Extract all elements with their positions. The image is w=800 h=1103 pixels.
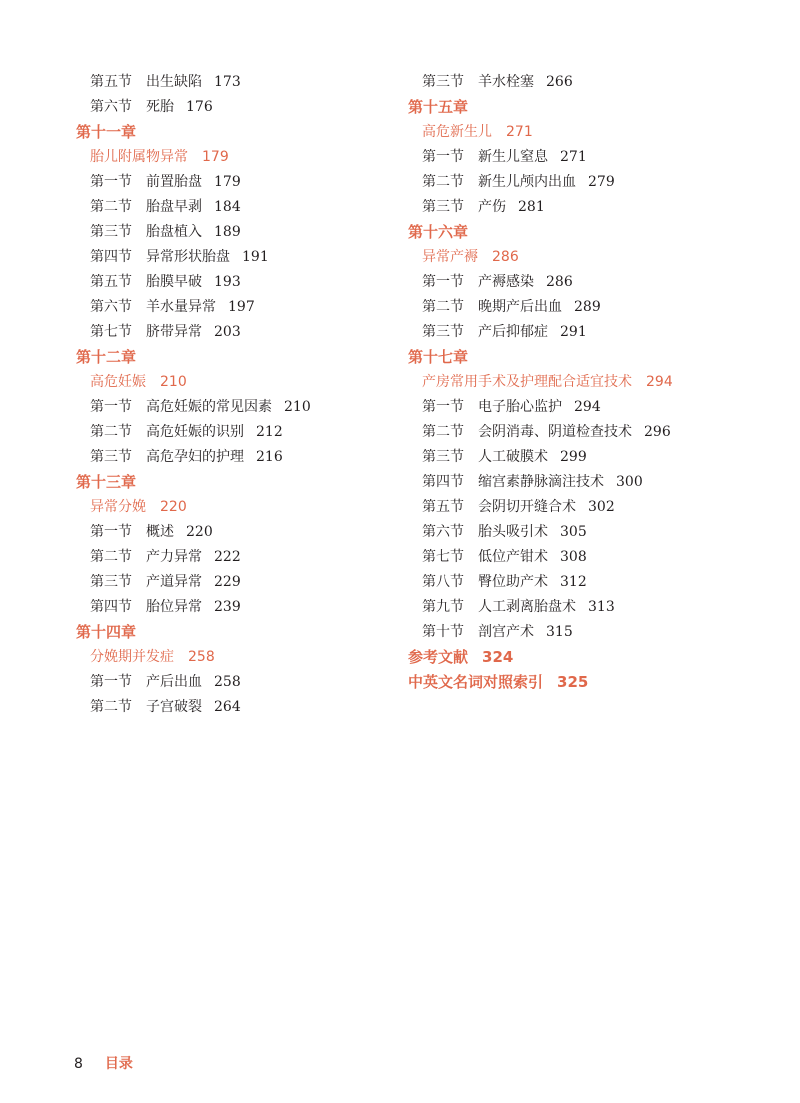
toc-section-entry[interactable] bbox=[408, 520, 748, 545]
section-number: 第一节 bbox=[90, 399, 132, 415]
section-title: 死胎 bbox=[146, 99, 174, 115]
toc-chapter-heading[interactable] bbox=[76, 345, 416, 370]
page-ref: 281 bbox=[518, 199, 545, 215]
subject-title: 胎儿附属物异常 bbox=[90, 149, 188, 165]
page-ref: 315 bbox=[546, 624, 573, 640]
section-title: 产褥感染 bbox=[478, 274, 534, 290]
toc-chapter-subject[interactable] bbox=[408, 245, 748, 270]
section-title: 产后抑郁症 bbox=[478, 324, 548, 340]
page-ref: 286 bbox=[492, 249, 519, 265]
page-number: 8 bbox=[74, 1056, 83, 1072]
section-number: 第一节 bbox=[422, 149, 464, 165]
page-ref: 264 bbox=[214, 699, 241, 715]
section-number: 第二节 bbox=[422, 174, 464, 190]
section-number: 第三节 bbox=[422, 449, 464, 465]
section-number: 第一节 bbox=[90, 174, 132, 190]
toc-section-entry[interactable] bbox=[408, 320, 748, 345]
section-number: 第二节 bbox=[422, 424, 464, 440]
page-ref: 210 bbox=[284, 399, 311, 415]
toc-section-entry[interactable] bbox=[408, 70, 748, 95]
page-ref: 193 bbox=[214, 274, 241, 290]
subject-title: 高危妊娠 bbox=[90, 374, 146, 390]
subject-title: 分娩期并发症 bbox=[90, 649, 174, 665]
toc-right-column bbox=[408, 70, 748, 695]
page-ref: 239 bbox=[214, 599, 241, 615]
section-title: 缩宫素静脉滴注技术 bbox=[478, 474, 604, 490]
toc-section-entry[interactable] bbox=[408, 420, 748, 445]
section-number: 第三节 bbox=[90, 574, 132, 590]
section-number: 第二节 bbox=[422, 299, 464, 315]
page-ref: 176 bbox=[186, 99, 213, 115]
toc-section-entry[interactable] bbox=[76, 70, 416, 95]
section-number: 第五节 bbox=[422, 499, 464, 515]
toc-section-entry[interactable] bbox=[76, 395, 416, 420]
page-ref: 191 bbox=[242, 249, 269, 265]
section-title: 异常形状胎盘 bbox=[146, 249, 230, 265]
section-number: 第四节 bbox=[422, 474, 464, 490]
toc-chapter-subject[interactable] bbox=[76, 495, 416, 520]
chapter-title: 第十三章 bbox=[76, 473, 137, 491]
toc-section-entry[interactable] bbox=[408, 545, 748, 570]
section-number: 第三节 bbox=[422, 74, 464, 90]
subject-title: 产房常用手术及护理配合适宜技术 bbox=[422, 374, 632, 390]
footer-title: 目录 bbox=[104, 1056, 133, 1072]
section-title: 前置胎盘 bbox=[146, 174, 202, 190]
toc-section-entry[interactable] bbox=[408, 195, 748, 220]
page-ref: 216 bbox=[256, 449, 283, 465]
chapter-title: 第十七章 bbox=[408, 348, 469, 366]
section-title: 会阴切开缝合术 bbox=[478, 499, 576, 515]
toc-chapter-heading[interactable] bbox=[76, 470, 416, 495]
section-number: 第六节 bbox=[90, 99, 132, 115]
section-number: 第七节 bbox=[90, 324, 132, 340]
toc-section-entry[interactable] bbox=[408, 170, 748, 195]
toc-chapter-heading[interactable] bbox=[76, 620, 416, 645]
section-title: 子宫破裂 bbox=[146, 699, 202, 715]
toc-section-entry[interactable] bbox=[408, 145, 748, 170]
page-ref: 271 bbox=[560, 149, 587, 165]
chapter-title: 第十一章 bbox=[76, 123, 137, 141]
page-ref: 220 bbox=[160, 499, 187, 515]
page-ref: 222 bbox=[214, 549, 241, 565]
section-title: 低位产钳术 bbox=[478, 549, 548, 565]
chapter-title: 第十四章 bbox=[76, 623, 137, 641]
section-title: 高危妊娠的常见因素 bbox=[146, 399, 272, 415]
section-title: 胎位异常 bbox=[146, 599, 202, 615]
section-title: 羊水栓塞 bbox=[478, 74, 534, 90]
section-number: 第一节 bbox=[422, 399, 464, 415]
section-number: 第四节 bbox=[90, 249, 132, 265]
toc-chapter-subject[interactable] bbox=[408, 370, 748, 395]
toc-chapter-subject[interactable] bbox=[76, 370, 416, 395]
toc-section-entry[interactable] bbox=[76, 670, 416, 695]
toc-section-entry[interactable] bbox=[408, 620, 748, 645]
toc-section-entry[interactable] bbox=[76, 570, 416, 595]
chapter-title: 第十五章 bbox=[408, 98, 469, 116]
page-ref: 291 bbox=[560, 324, 587, 340]
toc-section-entry[interactable] bbox=[76, 320, 416, 345]
page-ref: 299 bbox=[560, 449, 587, 465]
chapter-title: 第十二章 bbox=[76, 348, 137, 366]
page-ref: 271 bbox=[506, 124, 533, 140]
page-ref: 308 bbox=[560, 549, 587, 565]
section-title: 羊水量异常 bbox=[146, 299, 216, 315]
toc-section-entry[interactable] bbox=[408, 595, 748, 620]
section-title: 产后出血 bbox=[146, 674, 202, 690]
entry-title: 参考文献 bbox=[408, 648, 469, 666]
section-title: 人工剥离胎盘术 bbox=[478, 599, 576, 615]
page-ref: 312 bbox=[560, 574, 587, 590]
section-number: 第三节 bbox=[90, 224, 132, 240]
section-title: 电子胎心监护 bbox=[478, 399, 562, 415]
section-number: 第八节 bbox=[422, 574, 464, 590]
page-ref: 203 bbox=[214, 324, 241, 340]
section-number: 第五节 bbox=[90, 274, 132, 290]
toc-chapter-heading[interactable] bbox=[408, 220, 748, 245]
page-ref: 258 bbox=[188, 649, 215, 665]
section-number: 第二节 bbox=[90, 549, 132, 565]
section-title: 产力异常 bbox=[146, 549, 202, 565]
subject-title: 异常产褥 bbox=[422, 249, 478, 265]
section-number: 第七节 bbox=[422, 549, 464, 565]
page-ref: 266 bbox=[546, 74, 573, 90]
section-number: 第二节 bbox=[90, 199, 132, 215]
section-number: 第四节 bbox=[90, 599, 132, 615]
section-title: 胎盘早剥 bbox=[146, 199, 202, 215]
page-ref: 197 bbox=[228, 299, 255, 315]
toc-chapter-subject[interactable] bbox=[76, 145, 416, 170]
page-ref: 305 bbox=[560, 524, 587, 540]
page-ref: 286 bbox=[546, 274, 573, 290]
page-ref: 179 bbox=[214, 174, 241, 190]
page-ref: 325 bbox=[557, 673, 589, 691]
toc-section-entry[interactable] bbox=[408, 470, 748, 495]
page-ref: 313 bbox=[588, 599, 615, 615]
section-number: 第十节 bbox=[422, 624, 464, 640]
section-title: 胎头吸引术 bbox=[478, 524, 548, 540]
page-ref: 258 bbox=[214, 674, 241, 690]
toc-section-entry[interactable] bbox=[76, 295, 416, 320]
page-ref: 300 bbox=[616, 474, 643, 490]
section-number: 第六节 bbox=[422, 524, 464, 540]
section-title: 会阴消毒、阴道检查技术 bbox=[478, 424, 632, 440]
toc-section-entry[interactable] bbox=[76, 195, 416, 220]
toc-toplevel-entry[interactable] bbox=[408, 670, 748, 695]
toc-section-entry[interactable] bbox=[76, 595, 416, 620]
toc-section-entry[interactable] bbox=[76, 520, 416, 545]
toc-chapter-subject[interactable] bbox=[76, 645, 416, 670]
section-title: 出生缺陷 bbox=[146, 74, 202, 90]
toc-section-entry[interactable] bbox=[76, 545, 416, 570]
section-number: 第一节 bbox=[90, 524, 132, 540]
toc-chapter-heading[interactable] bbox=[408, 95, 748, 120]
toc-section-entry[interactable] bbox=[408, 395, 748, 420]
section-number: 第三节 bbox=[422, 199, 464, 215]
section-title: 脐带异常 bbox=[146, 324, 202, 340]
toc-section-entry[interactable] bbox=[76, 695, 416, 720]
page-ref: 294 bbox=[574, 399, 601, 415]
page-ref: 189 bbox=[214, 224, 241, 240]
section-title: 高危孕妇的护理 bbox=[146, 449, 244, 465]
toc-section-entry[interactable] bbox=[76, 445, 416, 470]
section-number: 第二节 bbox=[90, 424, 132, 440]
page-ref: 296 bbox=[644, 424, 671, 440]
subject-title: 异常分娩 bbox=[90, 499, 146, 515]
section-number: 第六节 bbox=[90, 299, 132, 315]
toc-section-entry[interactable] bbox=[76, 220, 416, 245]
toc-section-entry[interactable] bbox=[408, 495, 748, 520]
section-title: 高危妊娠的识别 bbox=[146, 424, 244, 440]
page-ref: 324 bbox=[482, 648, 514, 666]
section-title: 新生儿颅内出血 bbox=[478, 174, 576, 190]
toc-section-entry[interactable] bbox=[408, 570, 748, 595]
section-title: 人工破膜术 bbox=[478, 449, 548, 465]
section-number: 第三节 bbox=[422, 324, 464, 340]
page-ref: 212 bbox=[256, 424, 283, 440]
section-number: 第一节 bbox=[422, 274, 464, 290]
section-title: 臀位助产术 bbox=[478, 574, 548, 590]
page-ref: 229 bbox=[214, 574, 241, 590]
subject-title: 高危新生儿 bbox=[422, 124, 492, 140]
toc-section-entry[interactable] bbox=[76, 420, 416, 445]
section-title: 产伤 bbox=[478, 199, 506, 215]
section-title: 晚期产后出血 bbox=[478, 299, 562, 315]
toc-chapter-subject[interactable] bbox=[408, 120, 748, 145]
page-ref: 279 bbox=[588, 174, 615, 190]
page-ref: 220 bbox=[186, 524, 213, 540]
section-title: 胎盘植入 bbox=[146, 224, 202, 240]
toc-section-entry[interactable] bbox=[76, 95, 416, 120]
section-title: 概述 bbox=[146, 524, 174, 540]
section-title: 新生儿窒息 bbox=[478, 149, 548, 165]
toc-section-entry[interactable] bbox=[76, 270, 416, 295]
toc-section-entry[interactable] bbox=[408, 295, 748, 320]
toc-section-entry[interactable] bbox=[408, 445, 748, 470]
page-ref: 179 bbox=[202, 149, 229, 165]
toc-chapter-heading[interactable] bbox=[76, 120, 416, 145]
toc-section-entry[interactable] bbox=[76, 245, 416, 270]
toc-section-entry[interactable] bbox=[76, 170, 416, 195]
section-number: 第一节 bbox=[90, 674, 132, 690]
toc-left-column bbox=[76, 70, 416, 720]
page-ref: 210 bbox=[160, 374, 187, 390]
section-title: 产道异常 bbox=[146, 574, 202, 590]
section-title: 胎膜早破 bbox=[146, 274, 202, 290]
page-ref: 289 bbox=[574, 299, 601, 315]
section-number: 第二节 bbox=[90, 699, 132, 715]
section-title: 剖宫产术 bbox=[478, 624, 534, 640]
toc-section-entry[interactable] bbox=[408, 270, 748, 295]
entry-title: 中英文名词对照索引 bbox=[408, 673, 544, 691]
toc-chapter-heading[interactable] bbox=[408, 345, 748, 370]
section-number: 第九节 bbox=[422, 599, 464, 615]
section-number: 第三节 bbox=[90, 449, 132, 465]
page-footer bbox=[74, 1053, 133, 1075]
page-ref: 173 bbox=[214, 74, 241, 90]
section-number: 第五节 bbox=[90, 74, 132, 90]
page-ref: 302 bbox=[588, 499, 615, 515]
toc-toplevel-entry[interactable] bbox=[408, 645, 748, 670]
page-ref: 184 bbox=[214, 199, 241, 215]
page-ref: 294 bbox=[646, 374, 673, 390]
chapter-title: 第十六章 bbox=[408, 223, 469, 241]
